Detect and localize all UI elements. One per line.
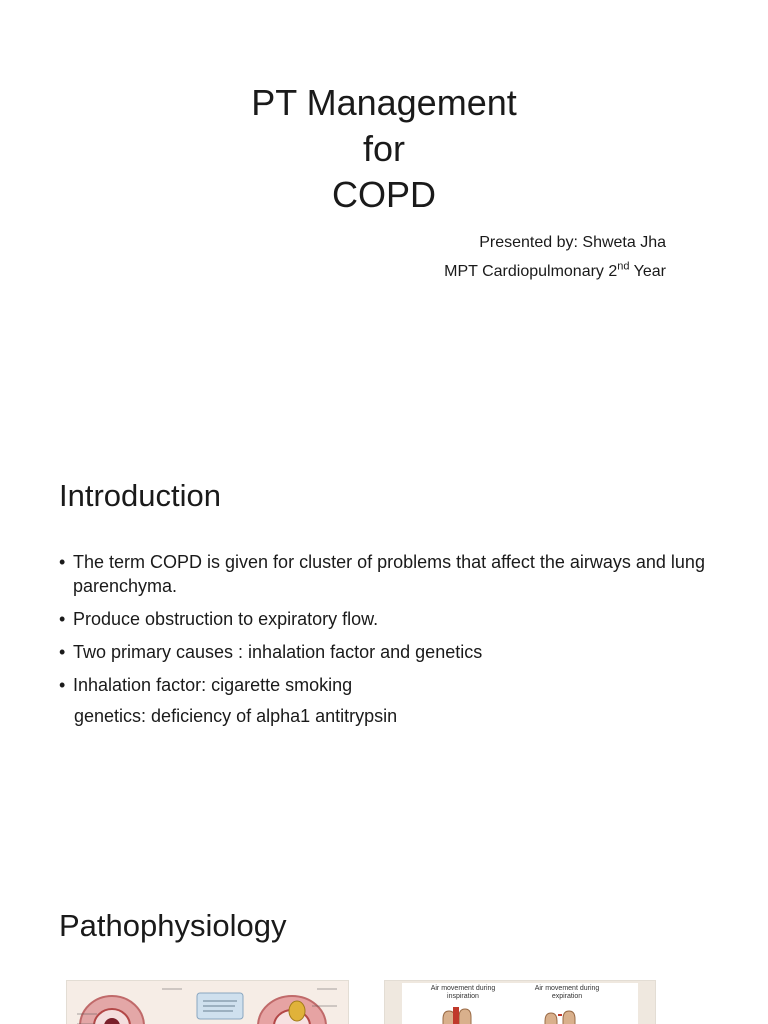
slide-heading: Pathophysiology: [59, 908, 287, 943]
pathophysiology-slide: [0, 864, 768, 1024]
figure-label: Air movement during inspiration: [430, 985, 496, 1000]
presentation-title: [0, 80, 768, 218]
bullet-item: • The term COPD is given for cluster of problems that affect the airways and lung parenchyma.: [59, 550, 719, 598]
title-line: PT Management: [251, 82, 517, 123]
course-prefix: MPT Cardiopulmonary 2: [444, 263, 618, 280]
title-line: for: [362, 128, 405, 169]
title-slide: [0, 0, 768, 432]
presenter-course: [444, 257, 666, 286]
bullet-item: • Inhalation factor: cigarette smoking: [59, 673, 719, 697]
airway-drawing: [67, 981, 348, 1024]
course-suffix: Year: [629, 263, 666, 280]
bullet-item: • Produce obstruction to expiratory flow.: [59, 607, 719, 631]
title-line: COPD: [331, 174, 436, 215]
course-sup: nd: [617, 260, 630, 273]
airway-illustration: [66, 980, 349, 1024]
bullet-continuation: genetics: deficiency of alpha1 antitrypsin: [74, 706, 398, 726]
slide-heading: Introduction: [59, 478, 221, 513]
introduction-slide: [0, 432, 768, 864]
air-movement-drawing: [385, 981, 655, 1024]
presenter-info: [444, 228, 666, 286]
bullet-item: • Two primary causes : inhalation factor and genetics: [59, 640, 719, 664]
presenter-name: Presented by: Shweta Jha: [479, 234, 666, 251]
figure-label: Air movement during expiration: [534, 985, 600, 1000]
bullet-list: [59, 550, 719, 737]
air-movement-illustration: [384, 980, 656, 1024]
